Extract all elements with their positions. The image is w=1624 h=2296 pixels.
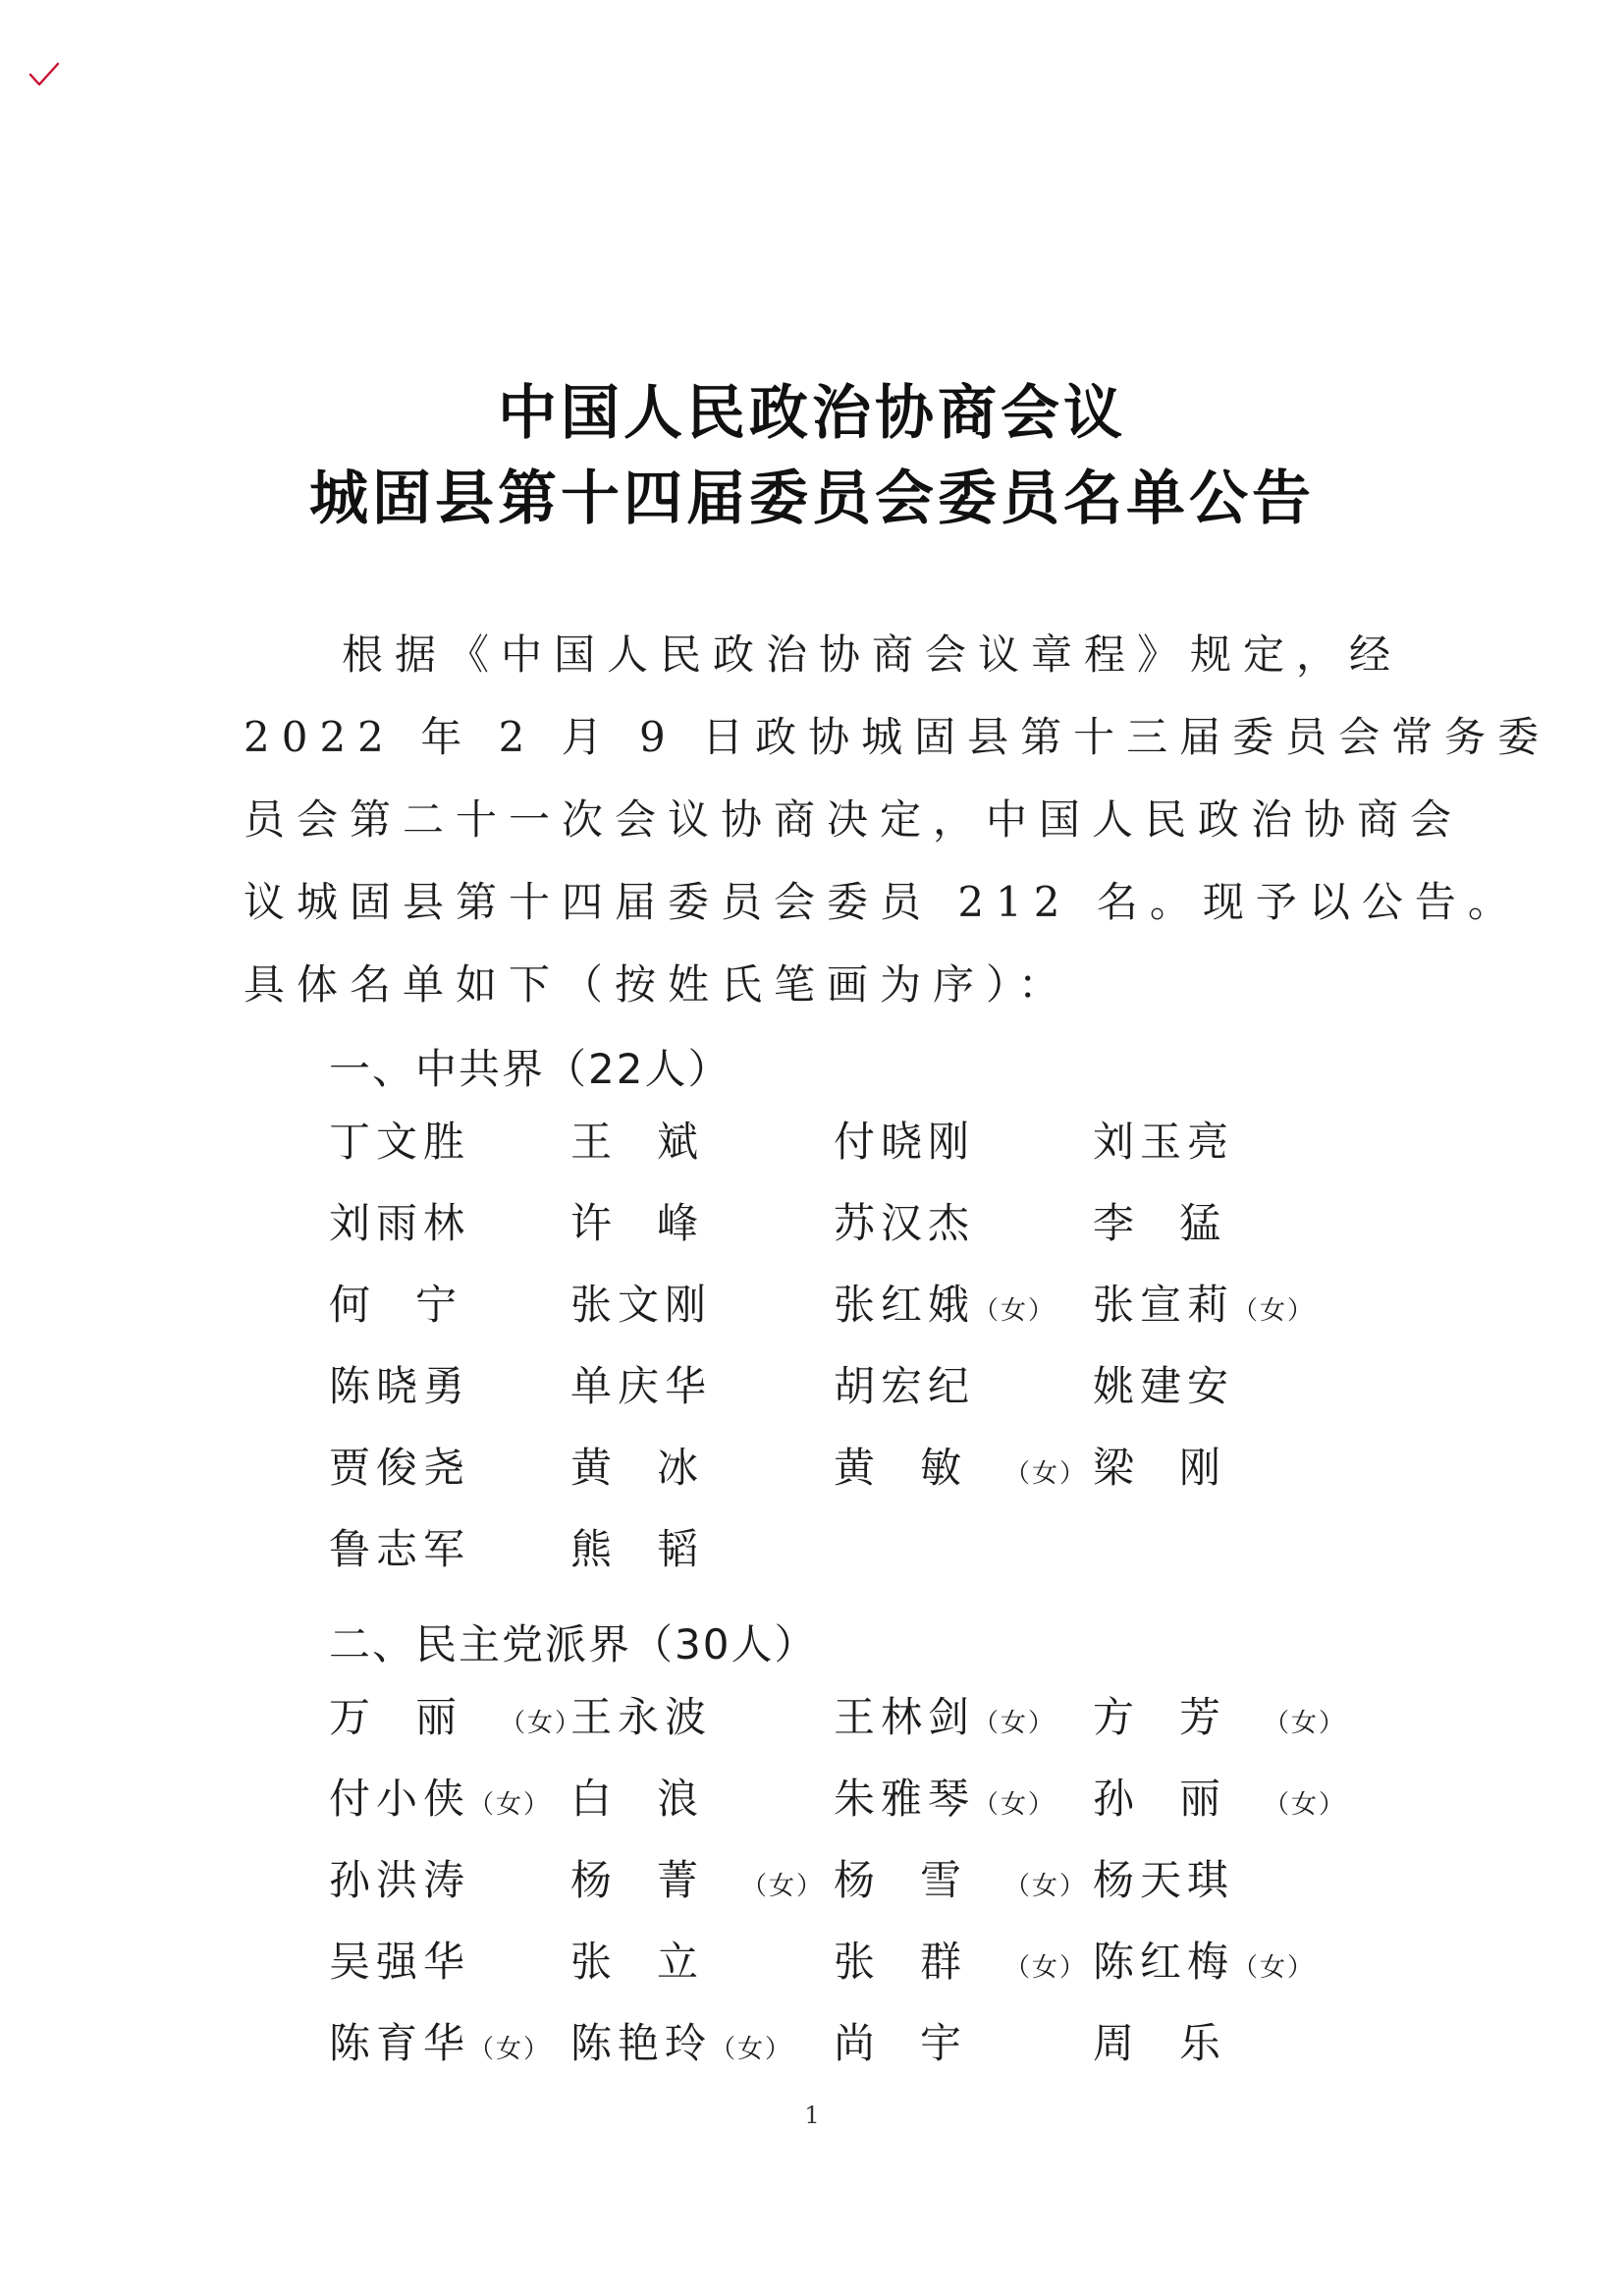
member-name-text: 吴强华 [329, 1938, 471, 1986]
intro-paragraph [244, 614, 1551, 1026]
member-name [570, 1444, 834, 1525]
member-name [570, 1199, 834, 1281]
member-name [1093, 1362, 1340, 1444]
member-name-text: 胡宏纪 [834, 1362, 976, 1410]
member-name [570, 1525, 834, 1607]
member-name [329, 1362, 570, 1444]
section-heading-democratic-parties: 二、民主党派界（30人） [329, 1620, 818, 1668]
gender-female-marker: （女） [1004, 1459, 1088, 1489]
member-name [834, 1281, 1093, 1362]
member-name-text: 万丽 [329, 1693, 503, 1741]
member-name-text: 王斌 [570, 1118, 744, 1166]
member-name [1093, 1118, 1340, 1199]
member-name [329, 2019, 570, 2101]
member-name [834, 1938, 1093, 2019]
member-name-text: 孙洪涛 [329, 1856, 471, 1904]
member-name [834, 2019, 1093, 2101]
member-name [834, 1199, 1093, 1281]
member-name-text: 杨菁 [570, 1856, 744, 1904]
member-name [570, 1775, 834, 1856]
member-name [329, 1444, 570, 1525]
title-line-1: 中国人民政治协商会议 [498, 379, 1126, 448]
intro-line: 具体名单如下（按姓氏笔画为序）： [244, 960, 1072, 1009]
intro-line: 根据《中国人民政治协商会议章程》规定，经 [342, 630, 1403, 679]
member-name [1093, 1199, 1340, 1281]
gender-female-marker: （女） [1264, 1709, 1347, 1738]
member-name-text: 丁文胜 [329, 1118, 471, 1166]
member-name-text: 陈育华 [329, 2019, 471, 2067]
member-name [834, 1362, 1093, 1444]
member-name-text: 陈艳玲 [570, 2019, 713, 2067]
member-name [1093, 1444, 1340, 1525]
gender-female-marker: （女） [973, 1709, 1056, 1738]
gender-female-marker: （女） [1004, 1872, 1088, 1901]
member-name [1093, 1775, 1347, 1856]
gender-female-marker: （女） [973, 1296, 1056, 1326]
member-name [570, 1362, 834, 1444]
member-name-text: 熊韬 [570, 1525, 744, 1573]
member-name-text: 许峰 [570, 1199, 744, 1247]
member-list-democratic-parties [329, 1693, 1347, 2101]
member-name [329, 1525, 570, 1607]
member-name [570, 1938, 834, 2019]
member-name [329, 1693, 583, 1775]
member-name [329, 1938, 570, 2019]
member-name-text: 刘雨林 [329, 1199, 471, 1247]
member-name-text: 张红娥 [834, 1281, 976, 1329]
member-name [834, 1444, 1093, 1525]
member-name-text: 张群 [834, 1938, 1007, 1986]
gender-female-marker: （女） [1232, 1296, 1316, 1326]
member-name-text: 尚宇 [834, 2019, 1007, 2067]
gender-female-marker: （女） [468, 2035, 552, 2064]
member-name-text: 何宁 [329, 1281, 503, 1329]
member-name [834, 1118, 1093, 1199]
section-heading-cpc: 一、中共界（22人） [329, 1045, 731, 1093]
member-name-text: 孙丽 [1093, 1775, 1267, 1823]
member-name [570, 1281, 834, 1362]
member-name-text: 黄敏 [834, 1444, 1007, 1492]
member-name-text: 陈红梅 [1093, 1938, 1235, 1986]
member-name [570, 2019, 834, 2101]
member-name [1093, 1693, 1347, 1775]
member-name [1093, 2019, 1340, 2101]
member-name [1093, 1856, 1340, 1938]
member-name-text: 白浪 [570, 1775, 744, 1823]
gender-female-marker: （女） [468, 1790, 552, 1820]
member-name-text: 陈晓勇 [329, 1362, 471, 1410]
member-name [1093, 1281, 1340, 1362]
member-list-cpc [329, 1118, 1340, 1607]
gender-female-marker: （女） [1232, 1953, 1316, 1983]
intro-line: 员会第二十一次会议协商决定，中国人民政治协商会 [244, 795, 1464, 844]
member-name-text: 鲁志军 [329, 1525, 471, 1573]
member-name-text: 朱雅琴 [834, 1775, 976, 1823]
red-check-mark-icon [27, 61, 61, 94]
member-name-text: 张宣莉 [1093, 1281, 1235, 1329]
gender-female-marker: （女） [973, 1790, 1056, 1820]
member-name-text: 杨天琪 [1093, 1856, 1235, 1904]
member-name-text: 苏汉杰 [834, 1199, 976, 1247]
intro-line: 2022 年 2 月 9 日政协城固县第十三届委员会常务委 [244, 713, 1551, 761]
page-number: 1 [804, 2102, 820, 2129]
member-name [329, 1118, 570, 1199]
member-name [570, 1693, 834, 1775]
member-name-text: 周乐 [1093, 2019, 1267, 2067]
title-line-2: 城固县第十四届委员会委员名单公告 [309, 465, 1315, 533]
member-name-text: 张文刚 [570, 1281, 713, 1329]
member-name [329, 1856, 570, 1938]
member-name-text: 刘玉亮 [1093, 1118, 1235, 1166]
member-name-text: 王林剑 [834, 1693, 976, 1741]
gender-female-marker: （女） [710, 2035, 793, 2064]
member-name-text: 李猛 [1093, 1199, 1267, 1247]
member-name [570, 1118, 834, 1199]
gender-female-marker: （女） [741, 1872, 825, 1901]
member-name-text: 张立 [570, 1938, 744, 1986]
member-name [1093, 1938, 1340, 2019]
member-name-text: 杨雪 [834, 1856, 1007, 1904]
member-name-text: 付晓刚 [834, 1118, 976, 1166]
member-name-text: 梁刚 [1093, 1444, 1267, 1492]
member-name-text: 黄冰 [570, 1444, 744, 1492]
member-name [570, 1856, 834, 1938]
member-name-text: 方芳 [1093, 1693, 1267, 1741]
member-name-text: 王永波 [570, 1693, 713, 1741]
member-name [329, 1775, 570, 1856]
member-name-text: 单庆华 [570, 1362, 713, 1410]
member-name [834, 1693, 1093, 1775]
member-name-text: 付小侠 [329, 1775, 471, 1823]
gender-female-marker: （女） [1004, 1953, 1088, 1983]
gender-female-marker: （女） [1264, 1790, 1347, 1820]
member-name [329, 1281, 570, 1362]
member-name [329, 1199, 570, 1281]
member-name-text: 贾俊尧 [329, 1444, 471, 1492]
member-name-text: 姚建安 [1093, 1362, 1235, 1410]
intro-line: 议城固县第十四届委员会委员 212 名。现予以公告。 [244, 878, 1521, 926]
member-name [834, 1775, 1093, 1856]
gender-female-marker: （女） [500, 1709, 583, 1738]
member-name [834, 1856, 1093, 1938]
